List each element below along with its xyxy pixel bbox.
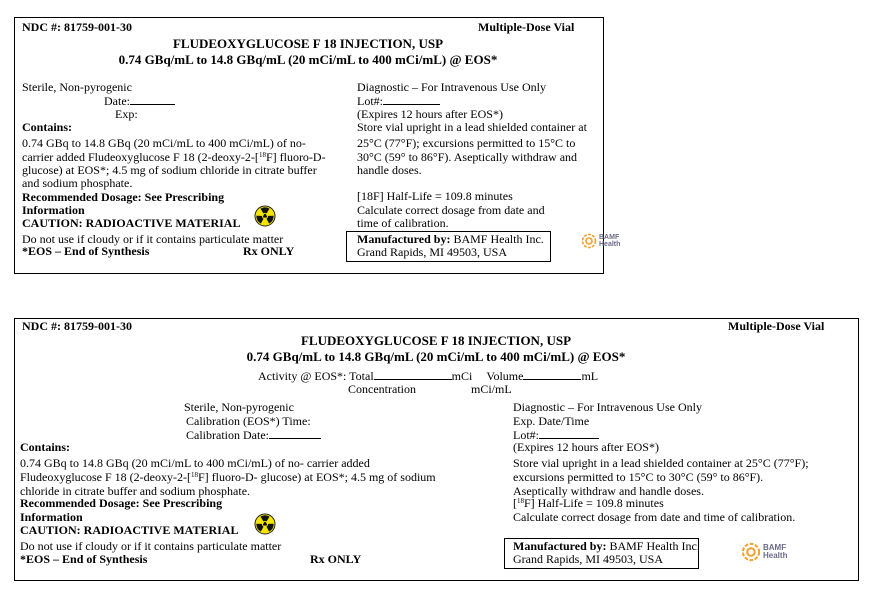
product-strength: 0.74 GBq/mL to 14.8 GBq/mL (20 mCi/mL to 400 mCi/mL) @ EOS* [246,349,626,364]
lot-label: Lot#: [513,428,539,442]
vial-type: Multiple-Dose Vial [728,319,825,333]
storage-line: Aseptically withdraw and handle doses. [513,484,704,498]
eos-definition: *EOS – End of Synthesis [22,244,150,258]
lot-blank [383,94,440,105]
calc-line: time of calibration. [357,216,449,230]
isotope-superscript: 18 [517,497,524,505]
sterile-text: Sterile, Non-pyrogenic [184,400,294,414]
contains-label: Contains: [22,120,73,134]
radiation-icon [254,513,276,535]
storage-line: 30°C (59° to 86°F). Aseptically withdraw and [357,150,578,164]
concentration-label: Concentration [348,382,416,396]
expires-text: (Expires 12 hours after EOS*) [357,107,503,121]
activity-line [258,369,598,383]
bamf-logo [581,233,620,249]
logo-text: Health [763,551,788,560]
contains-text: F] fluoro-D- [265,150,326,164]
half-life-text-part: [ [513,496,517,510]
sterile-text: Sterile, Non-pyrogenic [22,80,132,94]
storage-line: handle doses. [357,163,422,177]
manufacturer-address: Grand Rapids, MI 49503, USA [357,245,507,259]
radiation-icon [254,205,276,227]
storage-line: 25°C (77°F); excursions permitted to 15°C to [357,136,576,150]
contains-label: Contains: [20,440,71,454]
contains-line [20,471,436,484]
lot-blank [539,428,599,439]
manufacturer-name: BAMF Health Inc. [450,232,544,246]
calibration-date-blank [269,428,321,439]
ndc-number: NDC #: 81759-001-30 [22,319,132,333]
product-title: FLUDEOXYGLUCOSE F 18 INJECTION, USP [172,36,444,51]
manufacturer-name: BAMF Health Inc. [606,539,700,553]
calibration-time-label: Calibration (EOS*) Time: [186,414,311,428]
date-label: Date: [104,94,130,108]
concentration-unit: mCi/mL [471,382,512,396]
eos-definition: *EOS – End of Synthesis [20,552,148,566]
dosage-text: Recommended Dosage: See Prescribing [22,190,225,204]
lot-field [357,94,440,108]
contains-line: 0.74 GBq to 14.8 GBq (20 mCi/mL to 400 mCi/mL) of no- carrier added [20,456,370,470]
dosage-text: Information [20,510,83,524]
manufacturer-label: Manufactured by: [513,539,607,553]
manufacturer-label: Manufactured by: [357,232,451,246]
product-strength: 0.74 GBq/mL to 14.8 GBq/mL (20 mCi/mL to 400 mCi/mL) @ EOS* [118,52,498,67]
logo-text: BAMF [599,234,620,241]
date-field [104,94,175,108]
mci-unit: mCi [451,369,473,383]
product-title: FLUDEOXYGLUCOSE F 18 INJECTION, USP [300,333,572,348]
diagnostic-text: Diagnostic – For Intravenous Use Only [357,80,546,94]
contains-line: chloride in citrate buffer and sodium phosphate. [20,484,251,498]
do-not-use-text: Do not use if cloudy or if it contains particulate matter [20,539,282,553]
isotope-superscript: 18 [190,471,198,479]
exp-label: Exp: [115,107,138,121]
volume-label: Volume [486,369,524,383]
exp-datetime-label: Exp. Date/Time [513,414,590,428]
activity-label: Activity @ EOS*: Total [258,369,374,383]
do-not-use-text: Do not use if cloudy or if it contains particulate matter [22,232,284,246]
contains-text: Fludeoxyglucose F 18 (2-deoxy-2-[ [20,470,191,484]
half-life-text [513,497,664,510]
calibration-date-label: Calibration Date: [186,428,269,442]
half-life-text: [18F] Half-Life = 109.8 minutes [357,189,513,203]
contains-text: carrier added Fludeoxyglucose F 18 (2-deoxy-2-[ [22,150,259,164]
contains-line: and sodium phosphate. [22,176,133,190]
calc-line: Calculate correct dosage from date and [357,203,545,217]
calibration-date-field [186,428,321,442]
date-blank [130,94,175,105]
contains-line: 0.74 GBq to 14.8 GBq (20 mCi/mL to 400 mCi/mL) of no- [22,136,306,150]
manufacturer-address: Grand Rapids, MI 49503, USA [513,552,663,566]
dosage-text: Recommended Dosage: See Prescribing [20,496,223,510]
logo-text: BAMF [763,543,787,552]
contains-text: F] fluoro-D- glucose) at EOS*; 4.5 mg of sodium [197,470,436,484]
expires-text: (Expires 12 hours after EOS*) [513,440,659,454]
ml-unit: mL [581,369,599,383]
ndc-number: NDC #: 81759-001-30 [22,20,132,34]
storage-line: excursions permitted to 15°C to 30°C (59° to 86°F). [513,470,764,484]
total-blank [374,369,452,380]
caution-text: CAUTION: RADIOACTIVE MATERIAL [22,216,241,230]
dosage-text: Information [22,203,85,217]
isotope-superscript: 18 [258,151,266,159]
storage-line: Store vial upright in a lead shielded container at [357,120,587,134]
logo-text: Health [599,241,621,248]
bamf-logo-icon [741,542,761,562]
contains-line: glucose) at EOS*; 4.5 mg of sodium chloride in citrate buffer [22,163,317,177]
diagnostic-text: Diagnostic – For Intravenous Use Only [513,400,702,414]
storage-line: Store vial upright in a lead shielded container at 25°C (77°F); [513,456,809,470]
rx-only: Rx ONLY [310,552,362,566]
rx-only: Rx ONLY [243,244,295,258]
bamf-logo [741,542,787,562]
calc-text: Calculate correct dosage from date and time of calibration. [513,510,796,524]
caution-text: CAUTION: RADIOACTIVE MATERIAL [20,523,239,537]
vial-type: Multiple-Dose Vial [478,20,575,34]
bamf-logo-icon [581,233,597,249]
volume-blank [523,369,581,380]
lot-label: Lot#: [357,94,383,108]
half-life-text-part: F] Half-Life = 109.8 minutes [524,496,664,510]
